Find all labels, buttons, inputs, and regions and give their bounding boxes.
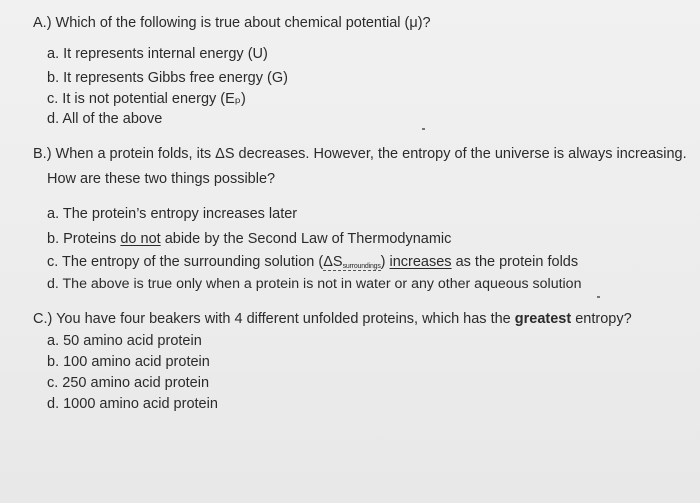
question-a-option-b: b. It represents Gibbs free energy (G) <box>47 70 288 86</box>
delta-s-surroundings: $\Delta S_{surroundings}$ <box>323 254 381 270</box>
question-b-prompt-line1: B.) When a protein folds, its ΔS decreases. However, the entropy of the universe is always increasing. <box>33 146 687 162</box>
question-a-option-a: a. It represents internal energy (U) <box>47 46 268 62</box>
question-b-option-a: a. The protein’s entropy increases later <box>47 206 298 222</box>
question-b-option-c: c. The entropy of the surrounding solution $(\Delta S_{surroundings})$ increases as the protein folds <box>47 254 579 270</box>
question-a-prompt: A.) Which of the following is true about chemical potential (μ)? <box>33 15 431 31</box>
question-c-option-d: d. 1000 amino acid protein <box>47 396 218 412</box>
question-b-option-b: b. Proteins do not abide by the Second Law of Thermodynamic <box>47 231 452 247</box>
underlined-increases: increases <box>389 254 452 270</box>
question-c-option-b: b. 100 amino acid protein <box>47 354 210 370</box>
question-a-option-d: d. All of the above <box>47 111 163 127</box>
stray-mark <box>597 296 600 298</box>
stray-mark <box>422 128 425 130</box>
underlined-do-not: do not <box>120 231 161 247</box>
question-a-option-c: c. It is not potential energy (Eₚ) <box>47 91 246 107</box>
question-b-option-d: d. The above is true only when a protein is not in water or any other aqueous solution <box>47 276 582 292</box>
question-b-prompt-line2: How are these two things possible? <box>47 171 276 187</box>
question-c-prompt: C.) You have four beakers with 4 different unfolded proteins, which has the greatest entropy? <box>33 311 632 327</box>
question-c-option-a: a. 50 amino acid protein <box>47 333 202 349</box>
question-c-option-c: c. 250 amino acid protein <box>47 375 210 391</box>
